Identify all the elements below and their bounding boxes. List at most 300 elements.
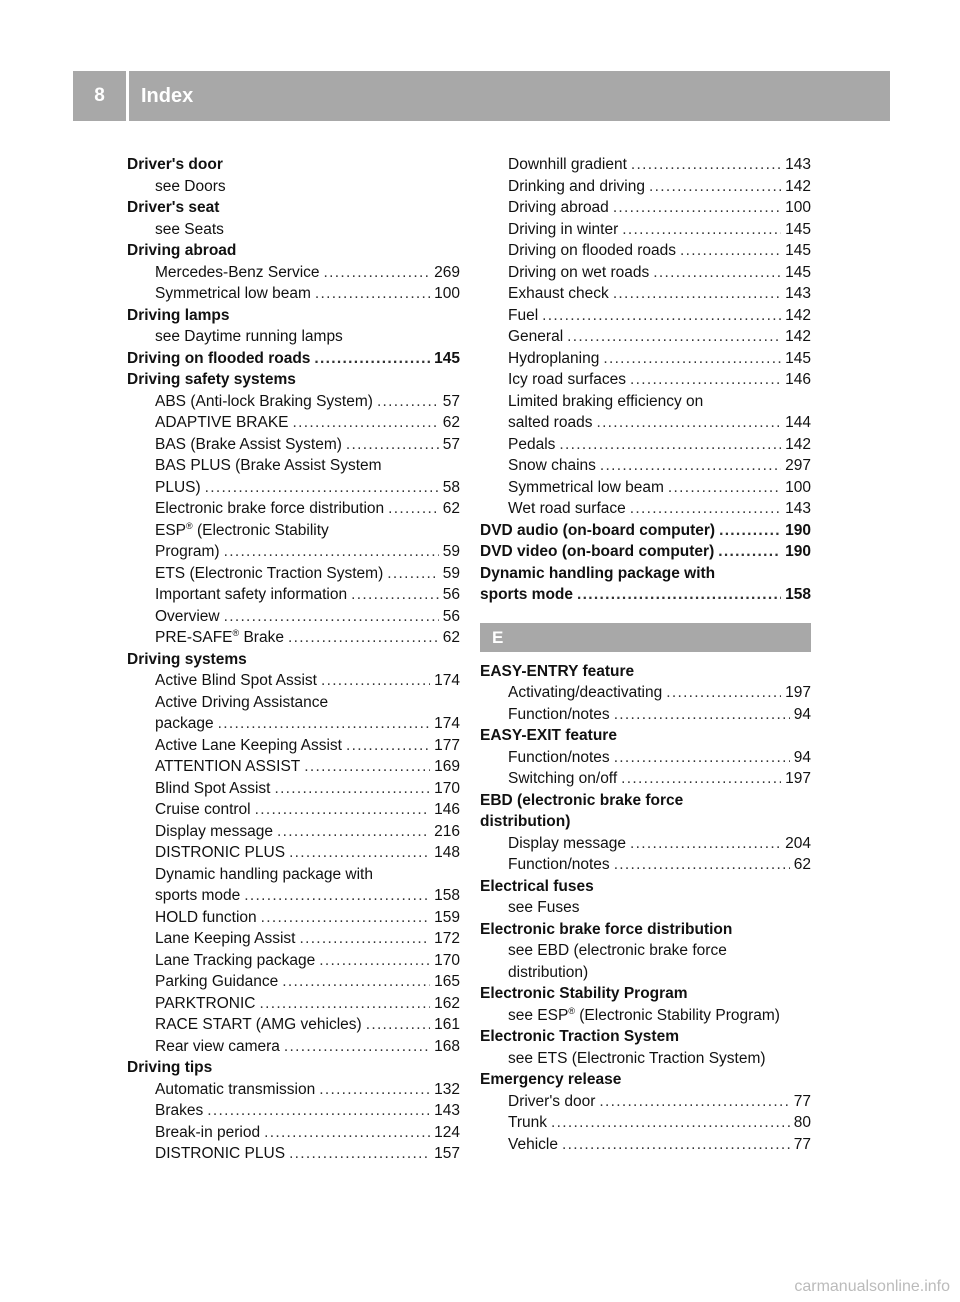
entry-label: Function/notes [508, 748, 610, 766]
dot-leader [366, 1014, 430, 1036]
entry-label: see EBD (electronic brake force [508, 942, 727, 959]
entry-label: distribution) [508, 963, 589, 981]
entry-label: see Daytime running lamps [155, 328, 343, 345]
entry-label: Driving tips [127, 1059, 213, 1076]
index-subentry [127, 434, 460, 456]
page-ref: 56 [442, 607, 460, 625]
page-ref: 204 [785, 834, 811, 852]
entry-label: BAS (Brake Assist System) [155, 435, 342, 453]
entry-label: salted roads [508, 414, 593, 431]
page-ref: 162 [434, 994, 460, 1012]
index-column-right [480, 154, 811, 1155]
dot-leader [261, 907, 430, 929]
dot-leader [387, 563, 438, 585]
entry-label: Electronic brake force distribution [155, 500, 385, 517]
index-subentry [480, 219, 811, 241]
entry-label: Driving on wet roads [508, 263, 650, 281]
entry-label: Symmetrical low beam [155, 285, 311, 302]
index-subentry [127, 928, 460, 950]
entry-label: Electronic brake force distribution [480, 920, 733, 938]
index-subentry [480, 1005, 811, 1027]
page-ref: 174 [434, 672, 460, 689]
index-subentry [480, 283, 811, 305]
dot-leader [224, 606, 439, 628]
index-subentry [127, 584, 460, 606]
dot-leader [596, 412, 781, 434]
dot-leader [621, 768, 781, 790]
index-entry [127, 305, 460, 327]
index-subentry [127, 1143, 460, 1165]
index-subentry [480, 197, 811, 219]
entry-label: Electronic Traction System [480, 1028, 679, 1045]
page-ref: 145 [785, 349, 811, 367]
entry-label: Emergency release [480, 1071, 622, 1088]
index-subentry [127, 1079, 460, 1101]
entry-label: Fuel [508, 306, 539, 324]
dot-leader [666, 682, 781, 704]
dot-leader [282, 971, 430, 993]
entry-label: Brakes [155, 1102, 204, 1119]
page-ref: 269 [434, 263, 460, 281]
index-subentry [480, 962, 811, 984]
section-header-e: E [480, 623, 811, 652]
entry-label: HOLD function [155, 908, 257, 926]
page-ref: 62 [793, 856, 811, 873]
index-subentry [480, 854, 811, 876]
entry-label: Driver's door [127, 156, 223, 173]
entry-label: package [155, 715, 214, 732]
page-ref: 158 [785, 586, 811, 603]
index-subentry [480, 1048, 811, 1070]
page-ref: 143 [434, 1102, 460, 1119]
entry-label: DVD audio (on-board computer) [480, 521, 716, 539]
dot-leader [622, 219, 781, 241]
page-ref: 94 [793, 748, 811, 766]
index-subentry [127, 735, 460, 757]
index-subentry [480, 940, 811, 962]
index-subentry [127, 1014, 460, 1036]
entry-label: PARKTRONIC [155, 994, 256, 1012]
index-subentry [480, 434, 811, 456]
index-entry [127, 369, 460, 391]
dot-leader [599, 1091, 789, 1113]
entry-label: sports mode [480, 586, 574, 603]
entry-label: RACE START (AMG vehicles) [155, 1016, 362, 1033]
entry-label: DISTRONIC PLUS [155, 1145, 286, 1162]
index-subentry [480, 412, 811, 434]
entry-label: Active Blind Spot Assist [155, 672, 317, 689]
page-ref: 100 [434, 285, 460, 302]
index-subentry [480, 498, 811, 520]
index-subentry [480, 455, 811, 477]
index-subentry [480, 176, 811, 198]
page-ref: 145 [785, 263, 811, 281]
page-ref: 142 [785, 306, 811, 324]
index-list-e [480, 661, 811, 1156]
entry-label: PRE-SAFE® Brake [155, 627, 284, 646]
index-subentry [127, 799, 460, 821]
entry-label: Wet road surface [508, 500, 626, 517]
dot-leader [289, 842, 430, 864]
page-ref: 143 [785, 156, 811, 173]
page-ref: 174 [434, 715, 460, 732]
dot-leader [668, 477, 781, 499]
index-subentry [127, 455, 460, 477]
dot-leader [614, 747, 790, 769]
index-subentry [480, 747, 811, 769]
entry-label: Function/notes [508, 705, 610, 723]
dot-leader [315, 283, 430, 305]
entry-label: Pedals [508, 435, 556, 453]
page-ref: 161 [434, 1016, 460, 1033]
entry-label: Overview [155, 607, 220, 625]
entry-label: Program) [155, 543, 220, 560]
page-ref: 59 [442, 543, 460, 560]
entry-label: see Fuses [508, 899, 580, 916]
index-list-d-continued [480, 154, 811, 606]
page-ref: 177 [434, 736, 460, 754]
index-subentry [127, 412, 460, 434]
index-subentry [480, 391, 811, 413]
entry-label: Driving abroad [508, 199, 609, 216]
page-ref: 143 [785, 285, 811, 302]
entry-label: Active Driving Assistance [155, 693, 329, 711]
page-ref: 58 [442, 478, 460, 496]
entry-label: Break-in period [155, 1123, 261, 1141]
entry-label: Important safety information [155, 586, 348, 603]
dot-leader [264, 1122, 430, 1144]
index-subentry [127, 563, 460, 585]
dot-leader [289, 1143, 430, 1165]
entry-label: Lane Tracking package [155, 951, 316, 969]
index-subentry [127, 692, 460, 714]
page-ref: 142 [785, 177, 811, 195]
entry-label: BAS PLUS (Brake Assist System [155, 457, 382, 474]
index-subentry [480, 326, 811, 348]
index-entry [480, 661, 811, 683]
index-column-left [127, 154, 460, 1165]
page-ref: 170 [434, 951, 460, 969]
dot-leader [567, 326, 781, 348]
entry-label: Driving systems [127, 650, 247, 668]
page-ref: 62 [442, 629, 460, 646]
page-ref: 197 [785, 684, 811, 701]
index-subentry [127, 326, 460, 348]
dot-leader [274, 778, 430, 800]
entry-label: EBD (electronic brake force [480, 791, 684, 809]
page-ref: 165 [434, 973, 460, 990]
index-subentry [480, 682, 811, 704]
entry-label: Symmetrical low beam [508, 478, 664, 496]
index-subentry [127, 950, 460, 972]
dot-leader [377, 391, 439, 413]
entry-label: Driving on flooded roads [127, 349, 311, 367]
index-entry [127, 649, 460, 671]
index-subentry [480, 154, 811, 176]
header-bar [73, 71, 890, 121]
index-subentry [480, 262, 811, 284]
index-entry [480, 541, 811, 563]
entry-label: EASY-ENTRY feature [480, 662, 635, 680]
entry-label: see Seats [155, 220, 224, 238]
entry-label: Dynamic handling package with [155, 865, 373, 883]
entry-label: EASY-EXIT feature [480, 727, 617, 744]
index-subentry [127, 477, 460, 499]
entry-label: Parking Guidance [155, 973, 279, 990]
entry-label: see ETS (Electronic Traction System) [508, 1049, 766, 1067]
index-subentry [480, 369, 811, 391]
page-ref: 145 [785, 220, 811, 238]
dot-leader [259, 993, 430, 1015]
page-ref: 62 [442, 414, 460, 431]
index-subentry [127, 993, 460, 1015]
entry-label: Driving on flooded roads [508, 242, 677, 259]
dot-leader [631, 154, 781, 176]
page-ref: 172 [434, 930, 460, 947]
dot-leader [324, 262, 431, 284]
entry-label: Limited braking efficiency on [508, 392, 704, 410]
dot-leader [577, 584, 781, 606]
index-subentry [127, 541, 460, 563]
index-subentry [127, 283, 460, 305]
registered-mark: ® [568, 1005, 575, 1016]
dot-leader [614, 854, 790, 876]
entry-label: Mercedes-Benz Service [155, 263, 320, 281]
entry-label: Electronic Stability Program [480, 985, 688, 1002]
dot-leader [319, 950, 430, 972]
dot-leader [559, 434, 781, 456]
page-title: Index [141, 84, 194, 107]
page-ref: 190 [785, 543, 811, 560]
page-ref: 159 [434, 908, 460, 926]
dot-leader [630, 369, 781, 391]
index-entry [480, 563, 811, 585]
entry-label: Driver's seat [127, 199, 220, 216]
dot-leader [207, 1100, 430, 1122]
dot-leader [277, 821, 430, 843]
dot-leader [351, 584, 439, 606]
registered-mark: ® [186, 520, 193, 531]
page-ref: 216 [434, 822, 460, 840]
dot-leader [562, 1134, 790, 1156]
dot-leader [719, 520, 781, 542]
page-ref: 143 [785, 500, 811, 517]
index-subentry [127, 864, 460, 886]
entry-label: Display message [155, 822, 274, 840]
index-entry [480, 725, 811, 747]
dot-leader [218, 713, 431, 735]
index-entry [127, 348, 460, 370]
entry-label: Driving lamps [127, 306, 230, 324]
entry-label: Rear view camera [155, 1037, 280, 1055]
registered-mark: ® [232, 627, 240, 638]
dot-leader [680, 240, 781, 262]
dot-leader [718, 541, 781, 563]
index-entry [480, 876, 811, 898]
header-divider [126, 71, 129, 121]
entry-label: sports mode [155, 887, 241, 904]
index-entry [480, 919, 811, 941]
index-subentry [480, 240, 811, 262]
index-subentry [127, 520, 460, 542]
dot-leader [346, 434, 439, 456]
entry-label: Icy road surfaces [508, 371, 627, 388]
page-ref: 94 [793, 705, 811, 723]
page-ref: 124 [434, 1123, 460, 1141]
page-ref: 142 [785, 435, 811, 453]
page-ref: 148 [434, 844, 460, 861]
index-subentry [480, 704, 811, 726]
page-ref: 169 [434, 758, 460, 775]
dot-leader [614, 704, 790, 726]
page-ref: 57 [442, 392, 460, 410]
entry-label: Trunk [508, 1114, 548, 1131]
dot-leader [603, 348, 781, 370]
entry-label: Driver's door [508, 1092, 596, 1110]
entry-label: Driving abroad [127, 242, 237, 259]
entry-label: Active Lane Keeping Assist [155, 736, 342, 754]
dot-leader [600, 455, 781, 477]
entry-label: Blind Spot Assist [155, 779, 271, 797]
page-ref: 146 [785, 371, 811, 388]
index-subentry [127, 1100, 460, 1122]
index-subentry [480, 897, 811, 919]
entry-label: Switching on/off [508, 770, 618, 787]
dot-leader [284, 1036, 430, 1058]
index-entry [480, 520, 811, 542]
entry-label: ADAPTIVE BRAKE [155, 414, 289, 431]
index-entry [480, 1026, 811, 1048]
entry-label: Automatic transmission [155, 1080, 316, 1098]
index-subentry [127, 778, 460, 800]
page-ref: 158 [434, 887, 460, 904]
page-ref: 145 [785, 242, 811, 259]
dot-leader [299, 928, 430, 950]
entry-label: Cruise control [155, 801, 251, 818]
page-ref: 57 [442, 435, 460, 453]
index-subentry [480, 305, 811, 327]
page-ref: 56 [442, 586, 460, 603]
dot-leader [346, 735, 430, 757]
index-subentry [127, 606, 460, 628]
entry-label: Snow chains [508, 457, 596, 474]
page-ref: 146 [434, 801, 460, 818]
entry-label: Display message [508, 834, 627, 852]
dot-leader [551, 1112, 790, 1134]
index-subentry [127, 498, 460, 520]
dot-leader [613, 197, 781, 219]
entry-label: ABS (Anti-lock Braking System) [155, 392, 373, 410]
index-subentry [480, 477, 811, 499]
index-subentry [127, 756, 460, 778]
index-subentry [127, 1036, 460, 1058]
index-subentry [480, 833, 811, 855]
page-ref: 157 [434, 1145, 460, 1162]
index-subentry [480, 1134, 811, 1156]
index-subentry [480, 348, 811, 370]
dot-leader [319, 1079, 430, 1101]
entry-label: see Doors [155, 177, 226, 195]
page-number: 8 [94, 85, 105, 106]
dot-leader [205, 477, 439, 499]
page-ref: 168 [434, 1037, 460, 1055]
dot-leader [630, 833, 781, 855]
entry-label: Vehicle [508, 1135, 558, 1153]
index-entry [480, 790, 811, 812]
index-subentry [127, 907, 460, 929]
entry-label: Activating/deactivating [508, 684, 663, 701]
page-ref: 297 [785, 457, 811, 474]
page-ref: 190 [785, 521, 811, 539]
index-subentry [127, 627, 460, 649]
dot-leader [649, 176, 781, 198]
dot-leader [224, 541, 439, 563]
index-subentry [127, 713, 460, 735]
index-subentry [127, 842, 460, 864]
index-entry [480, 1069, 811, 1091]
dot-leader [293, 412, 439, 434]
dot-leader [244, 885, 430, 907]
dot-leader [542, 305, 781, 327]
index-subentry [127, 670, 460, 692]
page-ref: 100 [785, 199, 811, 216]
entry-label: PLUS) [155, 478, 201, 496]
page-ref: 59 [442, 564, 460, 582]
entry-label: Driving in winter [508, 220, 619, 238]
page-ref: 197 [785, 770, 811, 787]
index-subentry [127, 885, 460, 907]
page-ref: 170 [434, 779, 460, 797]
index-entry [127, 1057, 460, 1079]
page-ref: 142 [785, 328, 811, 345]
dot-leader [288, 627, 439, 649]
entry-label: Electrical fuses [480, 877, 594, 895]
dot-leader [255, 799, 431, 821]
page-ref: 100 [785, 478, 811, 496]
watermark: carmanualsonline.info [794, 1278, 950, 1295]
page-ref: 80 [793, 1114, 811, 1131]
entry-label: Function/notes [508, 856, 610, 873]
index-subentry [127, 219, 460, 241]
index-entry [480, 983, 811, 1005]
index-subentry [127, 262, 460, 284]
index-entry [127, 240, 460, 262]
page-ref: 132 [434, 1080, 460, 1098]
index-subentry [127, 391, 460, 413]
dot-leader [314, 348, 430, 370]
entry-label: DVD video (on-board computer) [480, 543, 715, 560]
index-subentry [480, 1091, 811, 1113]
dot-leader [304, 756, 430, 778]
entry-label: Downhill gradient [508, 156, 627, 173]
page-ref: 62 [442, 500, 460, 517]
entry-label: see ESP® (Electronic Stability Program) [508, 1005, 780, 1024]
entry-label: Dynamic handling package with [480, 564, 716, 582]
dot-leader [630, 498, 781, 520]
index-entry [127, 154, 460, 176]
index-entry [480, 584, 811, 606]
index-subentry [127, 176, 460, 198]
index-subentry [127, 971, 460, 993]
entry-label: ETS (Electronic Traction System) [155, 564, 384, 582]
dot-leader [388, 498, 439, 520]
entry-label: Hydroplaning [508, 349, 600, 367]
index-entry [480, 811, 811, 833]
page-ref: 77 [793, 1135, 811, 1153]
page-ref: 77 [793, 1092, 811, 1110]
entry-label: DISTRONIC PLUS [155, 844, 286, 861]
entry-label: Lane Keeping Assist [155, 930, 296, 947]
